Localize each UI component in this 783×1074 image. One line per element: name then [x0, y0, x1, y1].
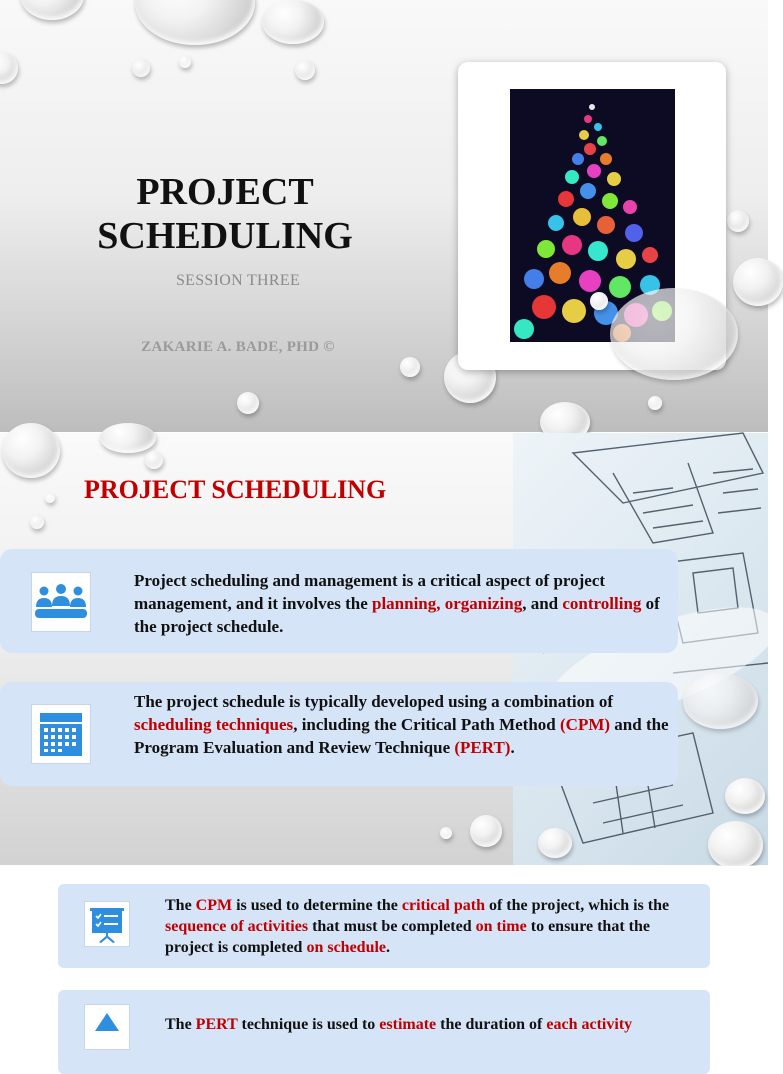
water-drop	[725, 778, 765, 814]
water-drop	[20, 0, 84, 20]
water-drop	[400, 357, 420, 377]
slide-title	[95, 170, 355, 258]
highlight-text: critical path	[401, 897, 485, 914]
slide-author: ZAKARIE A. BADE, PHD ©	[141, 339, 335, 355]
info-card-2	[0, 682, 678, 786]
water-drop	[237, 392, 259, 414]
icon-frame	[84, 901, 130, 947]
slide-subtitle: SESSION THREE	[175, 272, 301, 289]
water-drop	[100, 423, 156, 453]
water-drop	[295, 60, 315, 80]
card-text: The CPM is used to determine the critical path of the project, which is the sequence of activities that must be completed on time to ensure that the project is completed on schedule.	[165, 897, 670, 956]
highlight-text: PERT	[195, 1016, 238, 1033]
icon-frame	[84, 1004, 130, 1050]
water-drop	[0, 52, 18, 84]
water-drop	[648, 396, 662, 410]
title-line-1: PROJECT	[136, 171, 314, 213]
highlight-text: scheduling techniques	[134, 715, 294, 734]
section-title: PROJECT SCHEDULING	[84, 475, 387, 504]
water-drop	[727, 210, 749, 232]
presentation-checklist-icon	[85, 902, 129, 946]
water-drop	[590, 292, 608, 310]
info-card-3	[58, 884, 710, 968]
highlight-text: CPM	[195, 897, 233, 914]
water-drop	[262, 0, 324, 44]
icon-frame	[31, 704, 91, 764]
highlight-text: sequence of activities	[165, 918, 309, 935]
calendar-icon	[32, 705, 90, 763]
title-line-2: SCHEDULING	[97, 215, 353, 257]
water-drop	[440, 827, 452, 839]
water-drop	[470, 815, 502, 847]
info-card-4	[58, 990, 710, 1074]
card-text: Project scheduling and management is a critical aspect of project management, and it involves the planning, organizing, and controlling of the project schedule.	[134, 571, 660, 636]
water-drop	[132, 59, 150, 77]
info-card-1	[0, 549, 678, 653]
content-slide-1	[0, 433, 768, 865]
water-drop	[683, 673, 758, 729]
highlight-text: controlling	[562, 594, 642, 613]
card-text: The project schedule is typically developed using a combination of scheduling techniques, including the Critical Path Method (CPM) and the Program Evaluation and Review Technique (PERT).	[134, 692, 669, 757]
water-drop	[610, 288, 738, 380]
water-drop	[135, 0, 255, 45]
title-slide	[0, 0, 768, 432]
highlight-text: (CPM)	[560, 715, 611, 734]
water-drop	[538, 828, 572, 858]
highlight-text: each activity	[546, 1016, 633, 1033]
highlight-text: on schedule	[306, 939, 387, 956]
water-drop	[2, 423, 60, 478]
icon-frame	[31, 572, 91, 632]
highlight-text: planning, organizing	[372, 594, 523, 613]
water-drop	[733, 258, 783, 306]
highlight-text: (PERT)	[454, 738, 511, 757]
highlight-text: estimate	[379, 1016, 437, 1033]
content-slide-2	[0, 866, 768, 1033]
meeting-people-icon	[32, 573, 90, 631]
water-drop	[45, 493, 55, 503]
water-drop	[145, 451, 163, 469]
water-drop	[179, 56, 191, 68]
card-text: The PERT technique is used to estimate the duration of each activity	[165, 1016, 633, 1033]
highlight-text: on time	[475, 918, 527, 935]
water-drop	[30, 515, 44, 529]
arrow-up-icon	[85, 1005, 129, 1049]
water-drop	[708, 821, 763, 869]
